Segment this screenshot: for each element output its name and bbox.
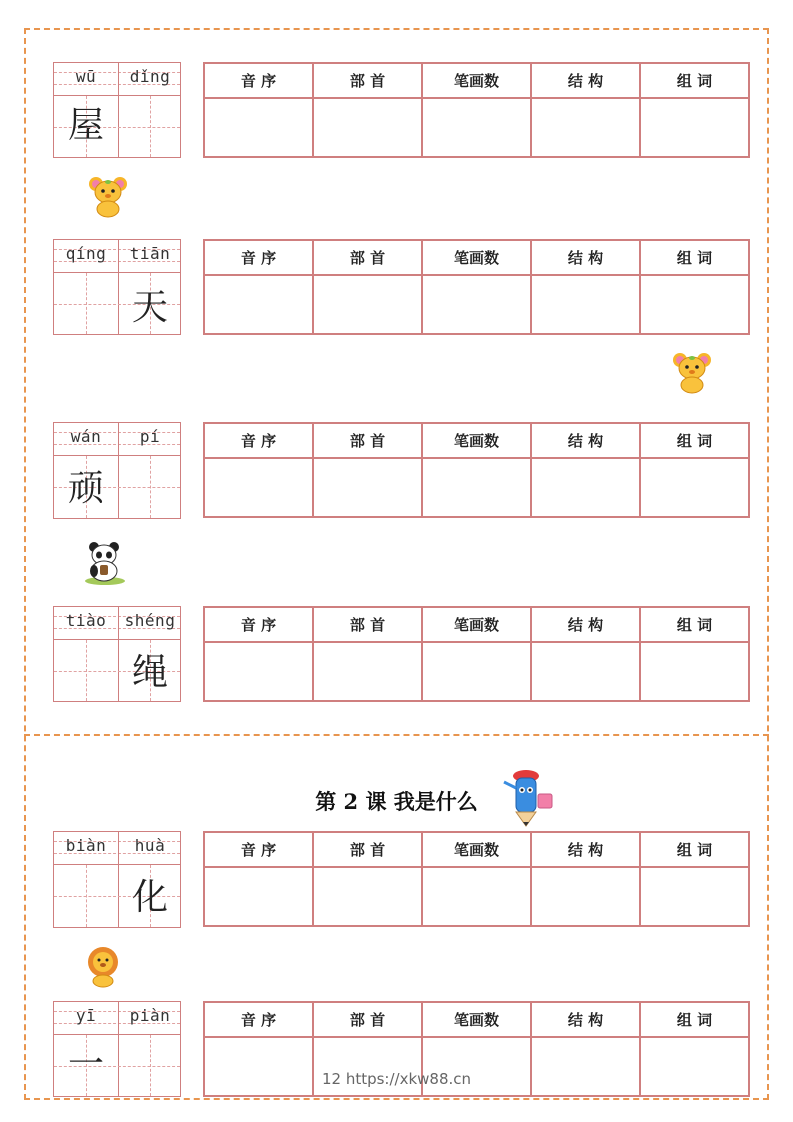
hanzi-character: 化 <box>131 877 168 918</box>
answer-cell[interactable] <box>640 458 749 517</box>
answer-cell[interactable] <box>531 458 640 517</box>
answer-cell[interactable] <box>313 98 422 157</box>
answer-cell[interactable] <box>204 275 313 334</box>
answer-cell[interactable] <box>531 642 640 701</box>
pinyin-syllable: wū <box>75 67 97 86</box>
header-yinxu: 音 序 <box>204 1002 313 1037</box>
header-yinxu: 音 序 <box>204 607 313 642</box>
section-divider <box>24 734 769 736</box>
pinyin-grid-4 <box>53 606 181 702</box>
header-zuci: 组 词 <box>640 240 749 275</box>
header-jiegou: 结 构 <box>531 63 640 98</box>
header-yinxu: 音 序 <box>204 63 313 98</box>
pinyin-syllable: tiān <box>129 244 171 263</box>
header-bushou: 部 首 <box>313 423 422 458</box>
answer-cell[interactable] <box>204 458 313 517</box>
character-info-table <box>203 62 750 158</box>
header-yinxu: 音 序 <box>204 832 313 867</box>
pinyin-syllable: biàn <box>65 836 107 855</box>
pinyin-syllable: tiào <box>65 611 107 630</box>
page-footer: 12 https://xkw88.cn <box>321 1070 472 1088</box>
answer-cell[interactable] <box>531 98 640 157</box>
answer-cell[interactable] <box>313 642 422 701</box>
answer-cell[interactable] <box>313 275 422 334</box>
answer-cell[interactable] <box>422 275 531 334</box>
header-bihuashu: 笔画数 <box>422 423 531 458</box>
header-yinxu: 音 序 <box>204 240 313 275</box>
header-jiegou: 结 构 <box>531 423 640 458</box>
lion-icon <box>84 946 122 988</box>
pinyin-syllable: dǐng <box>129 67 171 86</box>
header-zuci: 组 词 <box>640 607 749 642</box>
header-bushou: 部 首 <box>313 832 422 867</box>
header-bihuashu: 笔画数 <box>422 607 531 642</box>
header-bihuashu: 笔画数 <box>422 63 531 98</box>
answer-cell[interactable] <box>640 642 749 701</box>
header-zuci: 组 词 <box>640 832 749 867</box>
header-bihuashu: 笔画数 <box>422 1002 531 1037</box>
hanzi-character: 绳 <box>131 652 168 693</box>
header-jiegou: 结 构 <box>531 240 640 275</box>
character-info-table <box>203 422 750 518</box>
answer-cell[interactable] <box>313 458 422 517</box>
answer-cell[interactable] <box>531 275 640 334</box>
pencil-mascot-icon <box>500 768 558 830</box>
answer-cell[interactable] <box>422 98 531 157</box>
answer-cell[interactable] <box>422 458 531 517</box>
pinyin-grid-2 <box>53 239 181 335</box>
pinyin-syllable: piàn <box>129 1006 171 1025</box>
character-info-table <box>203 239 750 335</box>
bear-icon <box>670 350 714 394</box>
hanzi-character: 顽 <box>67 468 104 509</box>
answer-cell[interactable] <box>422 642 531 701</box>
panda-icon <box>82 541 128 585</box>
pinyin-syllable: huà <box>134 836 166 855</box>
answer-cell[interactable] <box>422 867 531 926</box>
hanzi-character: 天 <box>131 287 168 328</box>
pinyin-grid-3 <box>53 422 181 519</box>
answer-cell[interactable] <box>531 867 640 926</box>
pinyin-grid-1 <box>53 62 181 158</box>
header-bihuashu: 笔画数 <box>422 832 531 867</box>
header-bushou: 部 首 <box>313 607 422 642</box>
header-bushou: 部 首 <box>313 240 422 275</box>
header-bushou: 部 首 <box>313 1002 422 1037</box>
answer-cell[interactable] <box>640 98 749 157</box>
answer-cell[interactable] <box>204 642 313 701</box>
page-border <box>24 28 769 1100</box>
pinyin-syllable: pí <box>139 427 161 446</box>
pinyin-syllable: shéng <box>124 611 176 630</box>
pinyin-syllable: qíng <box>65 244 107 263</box>
pinyin-syllable: yī <box>75 1006 97 1025</box>
hanzi-character: 屋 <box>67 105 104 146</box>
header-zuci: 组 词 <box>640 1002 749 1037</box>
header-jiegou: 结 构 <box>531 607 640 642</box>
header-zuci: 组 词 <box>640 423 749 458</box>
header-jiegou: 结 构 <box>531 1002 640 1037</box>
pinyin-syllable: wán <box>70 427 102 446</box>
bear-icon <box>86 174 130 218</box>
pinyin-grid-5 <box>53 831 181 928</box>
character-info-table <box>203 831 750 927</box>
lesson-title: 第 2 课 我是什么 <box>315 789 478 814</box>
answer-cell[interactable] <box>204 98 313 157</box>
header-zuci: 组 词 <box>640 63 749 98</box>
hanzi-character: 一 <box>67 1044 104 1085</box>
answer-cell[interactable] <box>640 867 749 926</box>
answer-cell[interactable] <box>313 867 422 926</box>
character-info-table <box>203 606 750 702</box>
header-jiegou: 结 构 <box>531 832 640 867</box>
header-bushou: 部 首 <box>313 63 422 98</box>
header-yinxu: 音 序 <box>204 423 313 458</box>
answer-cell[interactable] <box>204 867 313 926</box>
answer-cell[interactable] <box>640 275 749 334</box>
header-bihuashu: 笔画数 <box>422 240 531 275</box>
